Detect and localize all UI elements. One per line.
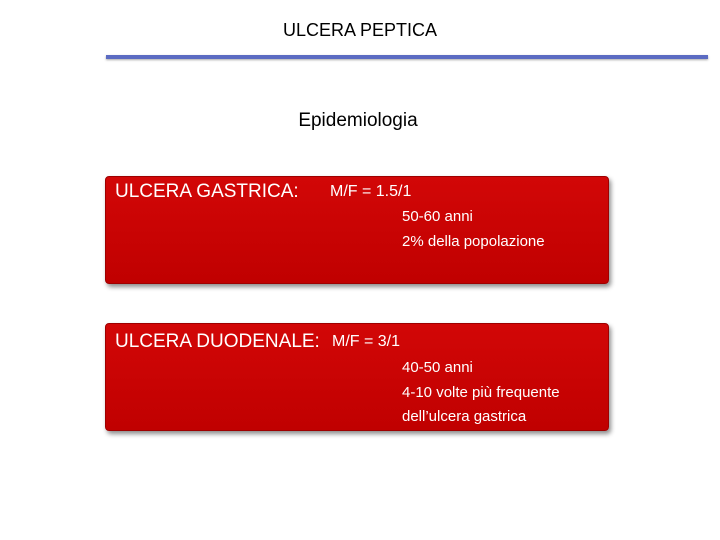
section-subtitle: Epidemiologia xyxy=(298,110,418,131)
gastric-ratio: M/F = 1.5/1 xyxy=(330,183,412,200)
gastric-label: ULCERA GASTRICA: xyxy=(115,181,299,202)
gastric-ulcer-box xyxy=(105,176,609,284)
page-title: ULCERA PEPTICA xyxy=(282,20,438,40)
duodenal-label: ULCERA DUODENALE: xyxy=(115,331,320,352)
duodenal-ulcer-box xyxy=(105,323,609,431)
duodenal-age: 40-50 anni xyxy=(402,359,473,376)
duodenal-frequency-line2: dell’ulcera gastrica xyxy=(402,408,527,425)
title-underline xyxy=(106,55,708,59)
gastric-prevalence: 2% della popolazione xyxy=(402,233,545,250)
duodenal-frequency-line1: 4-10 volte più frequente xyxy=(402,384,560,401)
gastric-age: 50-60 anni xyxy=(402,208,473,225)
duodenal-ratio: M/F = 3/1 xyxy=(332,333,401,350)
